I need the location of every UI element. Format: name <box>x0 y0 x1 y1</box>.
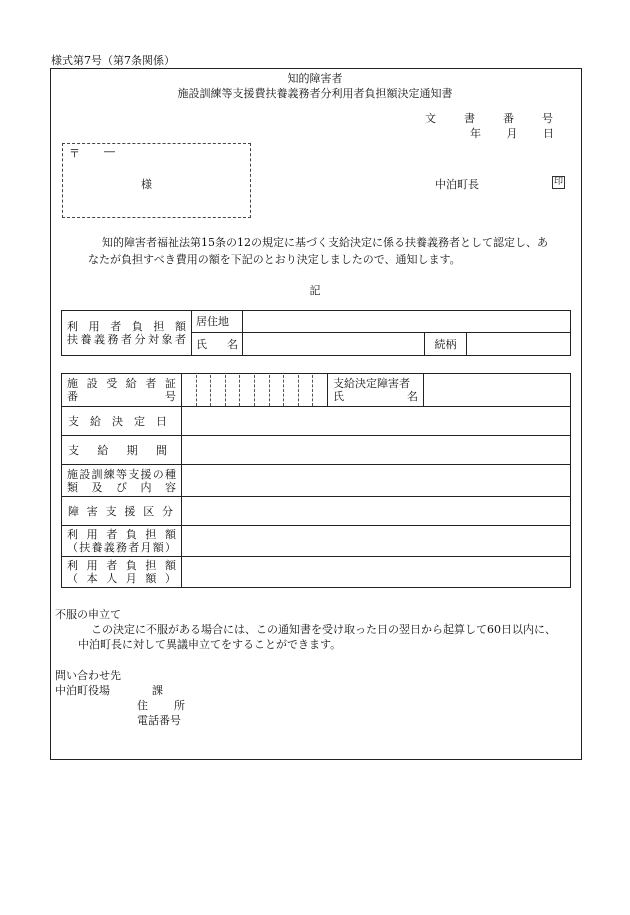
decision-date-label: 支給決定日 <box>62 407 182 436</box>
date-month: 月 <box>506 127 518 140</box>
digit-box <box>211 375 226 406</box>
digit-box <box>255 375 270 406</box>
decision-table <box>61 373 571 588</box>
recipient-label-b: 名 <box>407 390 418 403</box>
objection-heading: 不服の申立て <box>55 608 121 621</box>
self-burden-line-1: 利用者負担額 <box>67 559 176 572</box>
recipient-label <box>328 374 424 407</box>
title-line-2: 施設訓練等支援費扶養義務者分利用者負担額決定通知書 <box>177 87 453 100</box>
address-label: 居住地 <box>192 311 243 333</box>
category-label: 障害支援区分 <box>62 497 182 526</box>
date-day: 日 <box>543 127 554 140</box>
objection-line-2: 中泊町長に対して異議申立てをすることができます。 <box>78 638 342 651</box>
address-value <box>243 311 571 333</box>
subject-label-line-2: 扶養義務者分対象者 <box>67 333 186 346</box>
family-burden-line-1: 利用者負担額 <box>67 528 176 541</box>
document-date <box>470 125 554 141</box>
subject-label <box>62 311 192 356</box>
addressee-honorific: 様 <box>141 178 152 191</box>
family-burden-value <box>182 526 571 557</box>
postal-mark: 〒 <box>69 147 80 160</box>
body-line-2: なたが負担すべき費用の額を下記のとおり決定しましたので、通知します。 <box>88 253 461 266</box>
title-line-1: 知的障害者 <box>287 72 343 85</box>
family-burden-line-2: （扶養義務者月額） <box>67 541 176 554</box>
recipient-label-line-1: 支給決定障害者 <box>333 377 410 390</box>
self-burden-value <box>182 557 571 588</box>
doc-number-char-1: 文 <box>425 112 436 125</box>
name-label-b: 名 <box>227 337 238 351</box>
digit-box <box>226 375 241 406</box>
body-text <box>88 234 588 268</box>
contact-office: 中泊町役場 <box>55 684 110 697</box>
digit-box <box>299 375 314 406</box>
period-label: 支給期間 <box>62 436 182 465</box>
digit-box <box>313 375 327 406</box>
service-label <box>62 465 182 497</box>
digit-box <box>197 375 212 406</box>
recipient-label-a: 氏 <box>333 390 344 403</box>
subject-table <box>61 310 571 356</box>
decision-date-value <box>182 407 571 436</box>
form-number: 様式第7号（第7条関係） <box>51 54 175 67</box>
document-number <box>425 110 553 126</box>
name-value <box>243 333 425 356</box>
ki-heading: 記 <box>309 284 321 297</box>
doc-number-char-4: 号 <box>542 112 553 125</box>
address-box <box>62 143 251 218</box>
relation-value <box>467 333 571 356</box>
postal-dash: ― <box>104 145 115 158</box>
body-line-1: 知的障害者福祉法第15条の12の規定に基づく支給決定に係る扶養義務者として認定し、あ <box>102 236 548 249</box>
digit-box <box>284 375 299 406</box>
seal-mark: 印 <box>553 177 563 187</box>
cert-label-char-b: 号 <box>165 390 176 403</box>
digit-box <box>240 375 255 406</box>
service-value <box>182 465 571 497</box>
contact-phone-label: 電話番号 <box>137 714 181 727</box>
contact-address-label <box>137 697 185 713</box>
doc-number-char-2: 書 <box>464 112 475 125</box>
self-burden-line-2: （本人月額） <box>67 572 176 585</box>
family-burden-label <box>62 526 182 557</box>
cert-number-digits <box>182 374 328 407</box>
name-label-a: 氏 <box>196 337 207 351</box>
contact-address-b: 所 <box>174 699 185 712</box>
relation-label: 続柄 <box>425 333 467 356</box>
date-year: 年 <box>470 127 481 140</box>
cert-label-line-1: 施設受給者証 <box>67 377 176 390</box>
service-label-line-2: 類及び内容 <box>67 480 176 494</box>
digit-box <box>270 375 285 406</box>
contact-address-a: 住 <box>137 699 148 712</box>
recipient-value <box>424 374 571 407</box>
digit-box <box>182 375 197 406</box>
category-value <box>182 497 571 526</box>
doc-number-char-3: 番 <box>503 112 514 125</box>
cert-number-label <box>62 374 182 407</box>
contact-section: 課 <box>152 684 163 697</box>
cert-label-char-a: 番 <box>67 390 78 403</box>
contact-heading: 問い合わせ先 <box>55 669 121 682</box>
issuer-name: 中泊町長 <box>435 178 479 191</box>
self-burden-label <box>62 557 182 588</box>
subject-label-line-1: 利用者負担額 <box>67 320 186 333</box>
service-label-line-1: 施設訓練等支援の種 <box>67 467 176 481</box>
name-label <box>192 333 243 356</box>
objection-line-1: この決定に不服がある場合には、この通知書を受け取った日の翌日から起算して60日以内に、 <box>91 623 556 636</box>
period-value <box>182 436 571 465</box>
